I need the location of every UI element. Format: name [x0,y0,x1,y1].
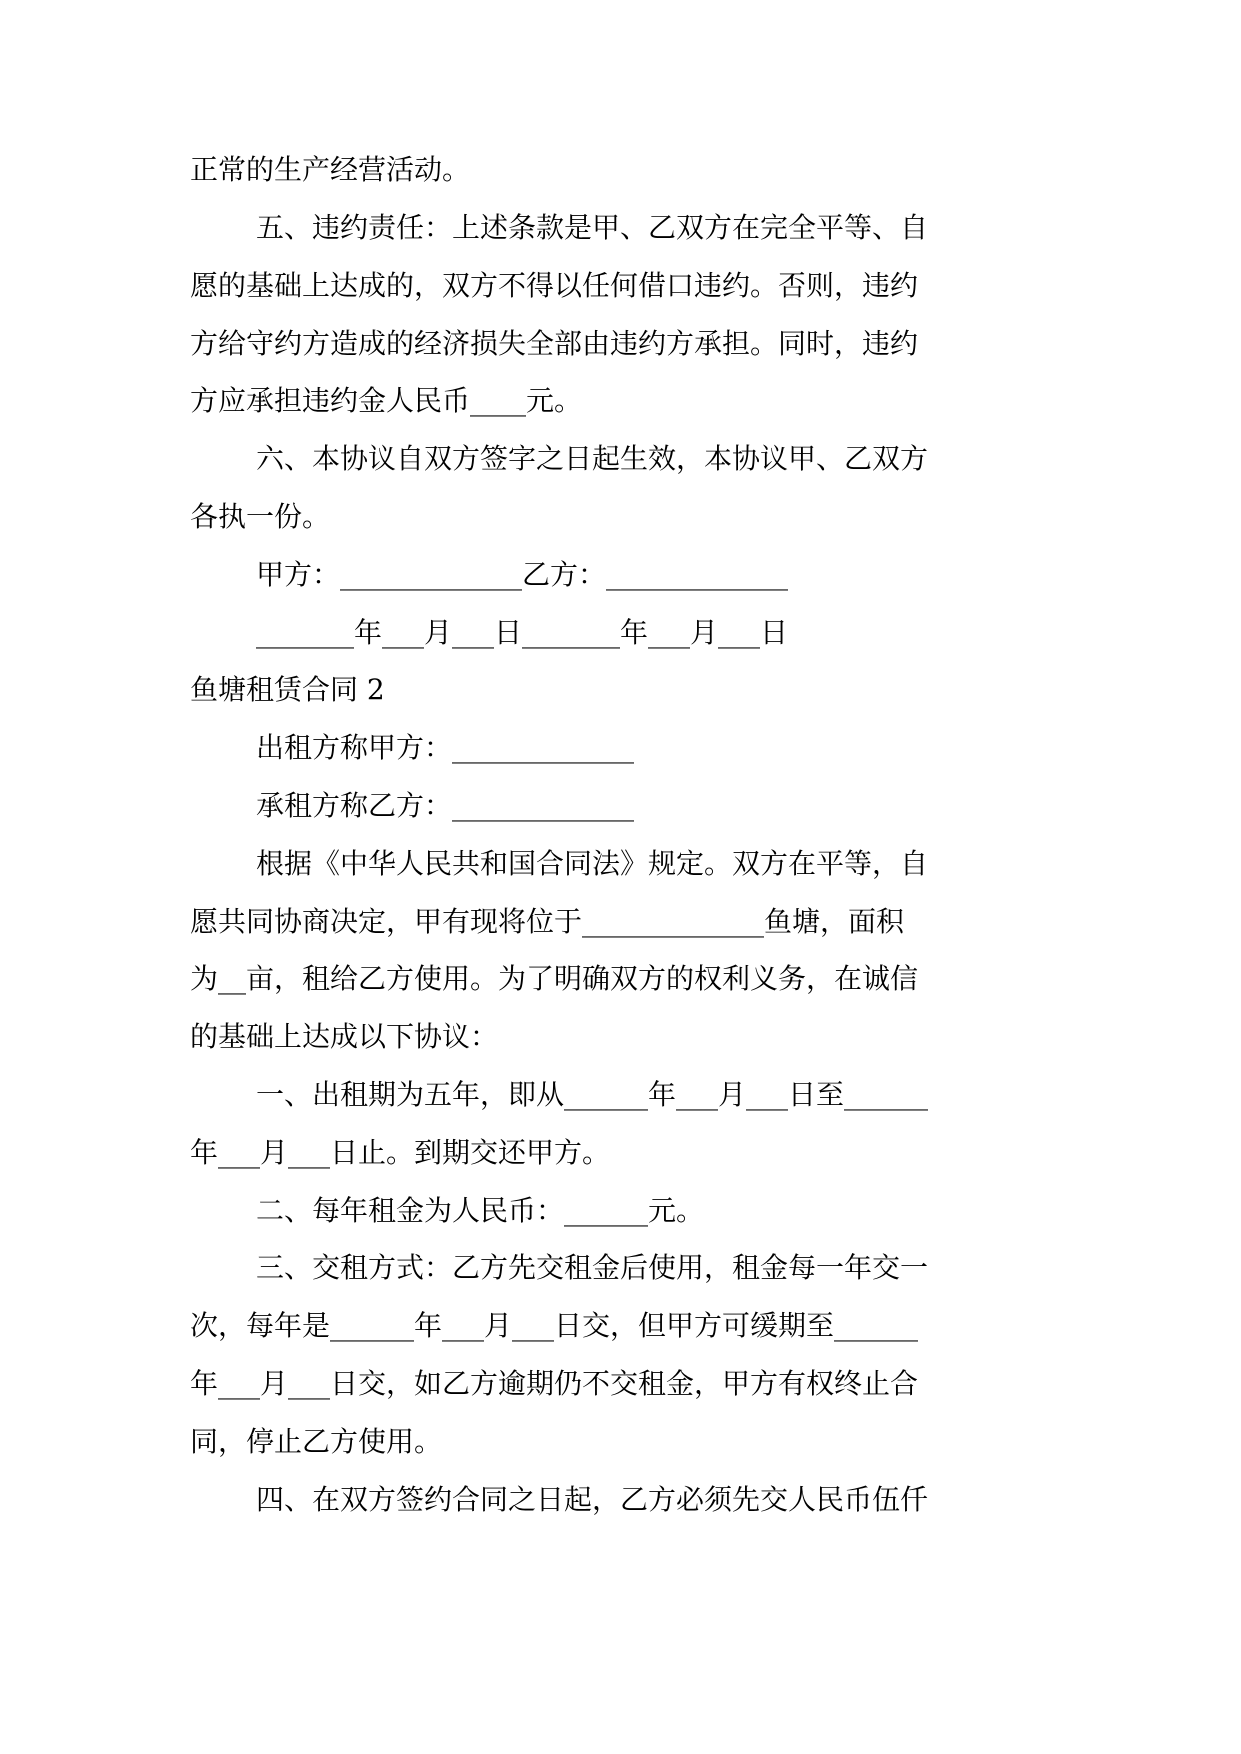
paragraph-line: 次，每年是______年___月___日交，但甲方可缓期至______ [190,1309,919,1342]
paragraph-line: 为__亩，租给乙方使用。为了明确双方的权利义务，在诚信 [190,962,919,995]
paragraph-line: 方给守约方造成的经济损失全部由违约方承担。同时，违约 [190,327,919,360]
paragraph-line: 承租方称乙方：_____________ [256,789,635,822]
paragraph-line: 年___月___日交，如乙方逾期仍不交租金，甲方有权终止合 [190,1367,919,1400]
signature-line: 甲方：_____________乙方：_____________ [256,558,789,591]
paragraph-line: 一、出租期为五年，即从______年___月___日至______ [256,1078,929,1111]
paragraph-line: 六、本协议自双方签字之日起生效，本协议甲、乙双方 [256,442,929,475]
paragraph-line: 出租方称甲方：_____________ [256,731,635,764]
paragraph-line: 愿共同协商决定，甲有现将位于_____________鱼塘，面积 [190,905,905,938]
paragraph-line: 四、在双方签约合同之日起，乙方必须先交人民币伍仟 [256,1483,929,1516]
paragraph-line: 方应承担违约金人民币____元。 [190,384,583,417]
paragraph-line: 的基础上达成以下协议： [190,1020,499,1053]
paragraph-line: 愿的基础上达成的，双方不得以任何借口违约。否则，违约 [190,269,919,302]
date-line: _______年___月___日_______年___月___日 [256,616,789,649]
paragraph-line: 三、交租方式：乙方先交租金后使用，租金每一年交一 [256,1251,929,1284]
paragraph-line: 各执一份。 [190,500,331,533]
paragraph-line: 同，停止乙方使用。 [190,1425,443,1458]
paragraph-line: 年___月___日止。到期交还甲方。 [190,1136,611,1169]
paragraph-line: 正常的生产经营活动。 [190,153,471,186]
paragraph-line: 五、违约责任：上述条款是甲、乙双方在完全平等、自 [256,211,929,244]
paragraph-line: 二、每年租金为人民币：______元。 [256,1194,705,1227]
section-title: 鱼塘租赁合同 2 [190,673,385,706]
paragraph-line: 根据《中华人民共和国合同法》规定。双方在平等，自 [256,847,929,880]
